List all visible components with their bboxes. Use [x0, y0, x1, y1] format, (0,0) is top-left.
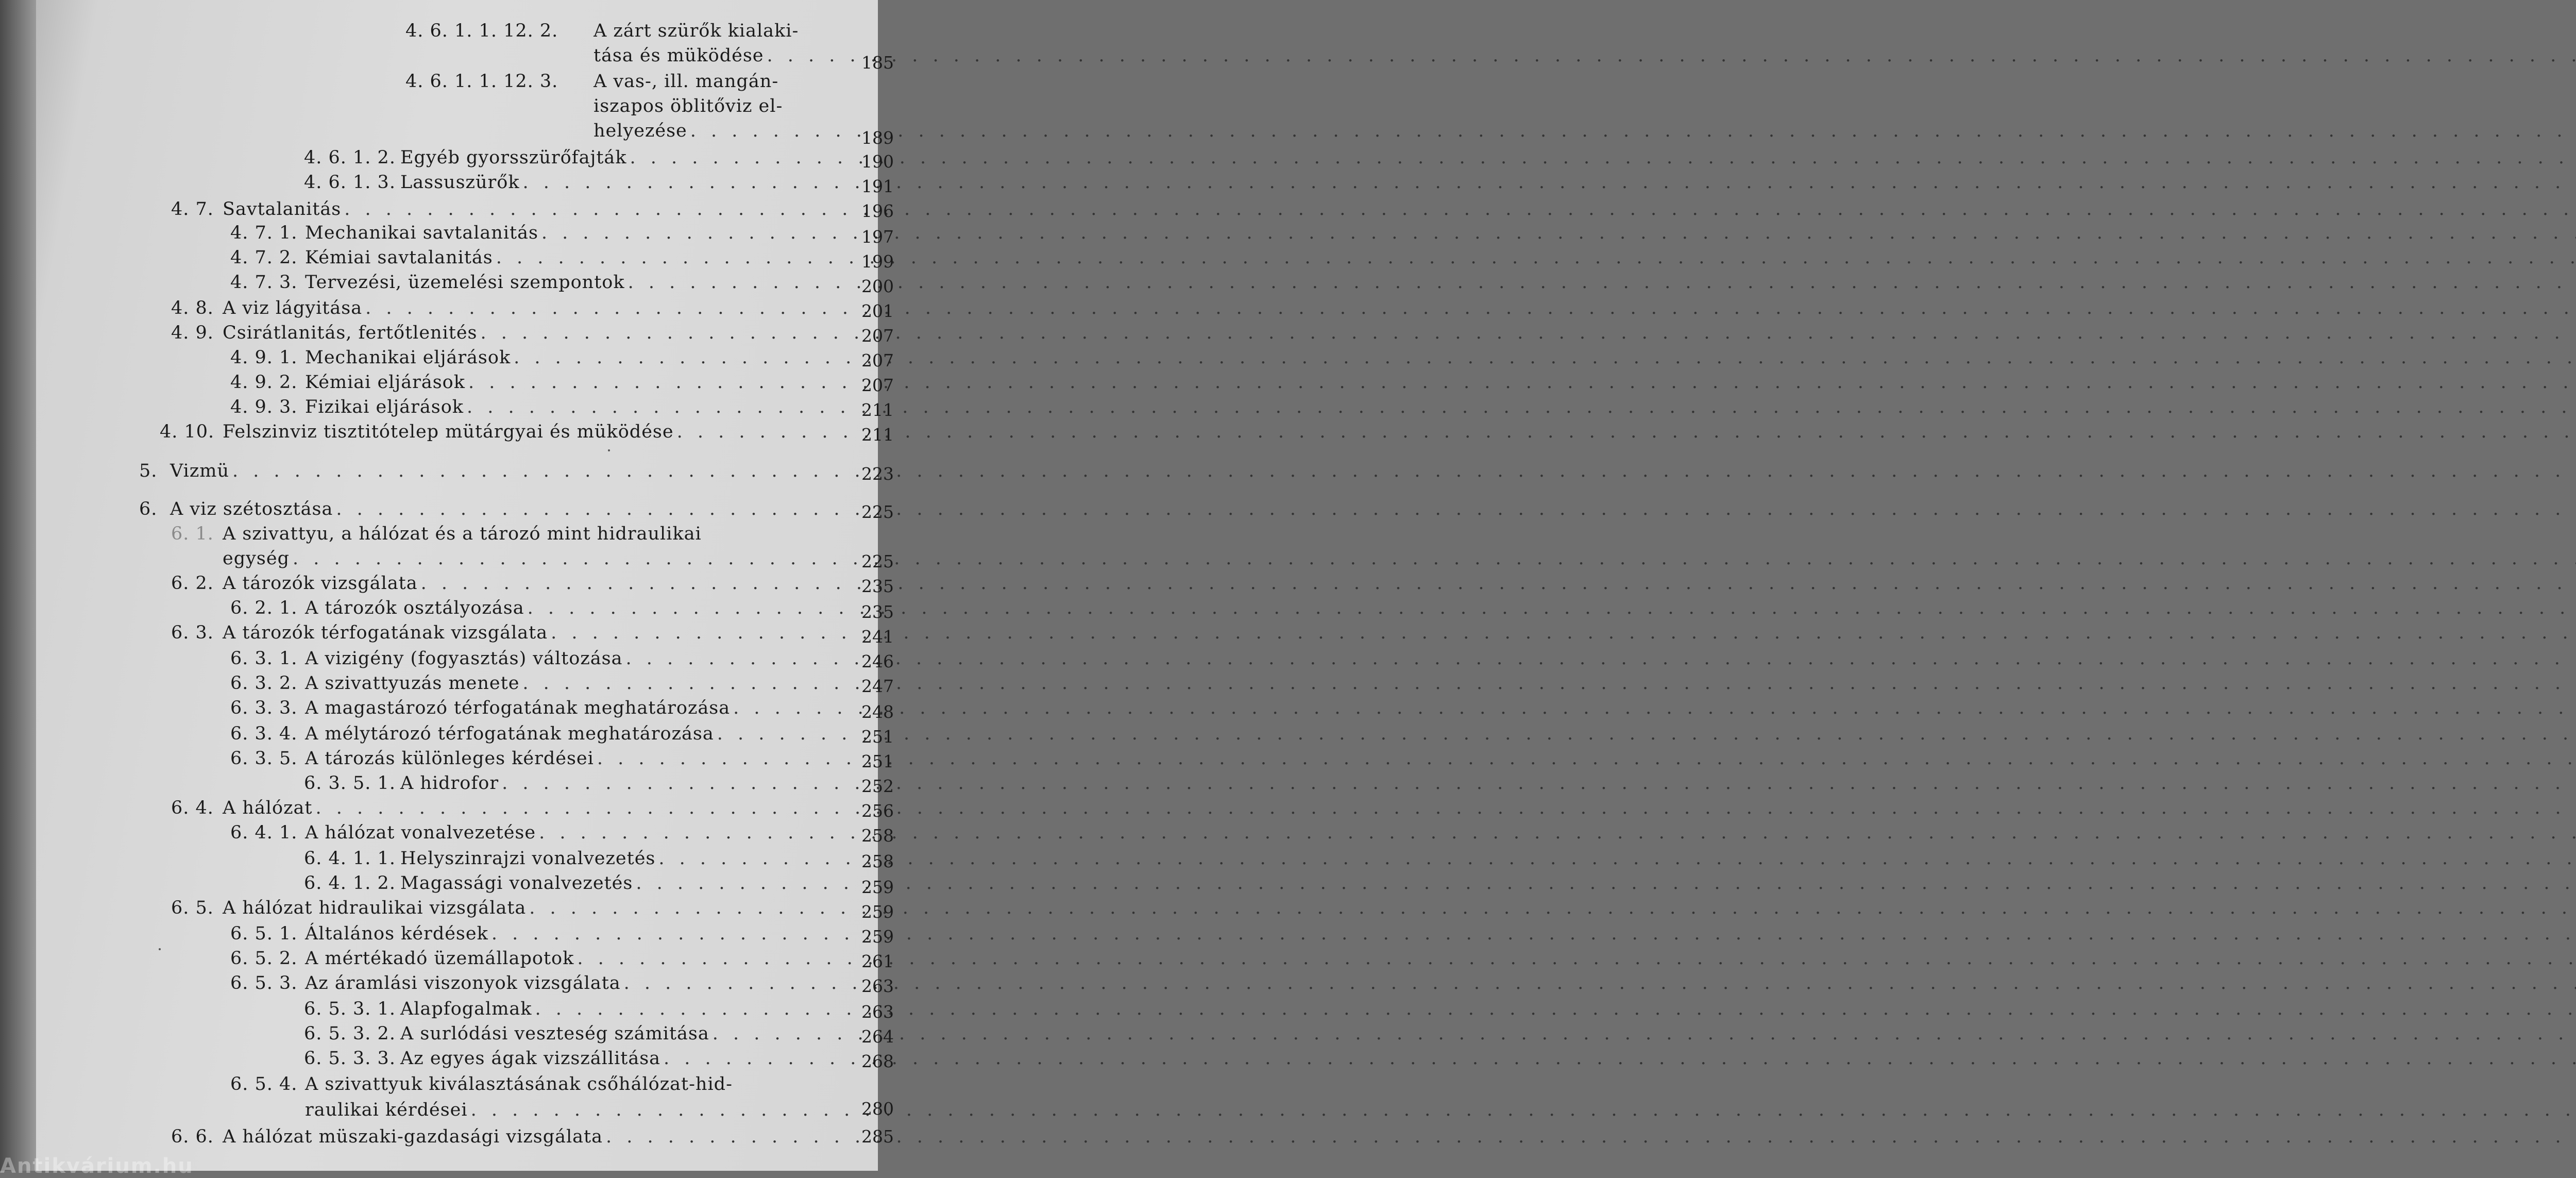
- leader-dots: [333, 499, 2576, 519]
- toc-page-number: 259: [858, 877, 894, 897]
- toc-title: Alapfogalmak: [400, 999, 532, 1019]
- toc-number: 6. 3. 4.: [230, 723, 305, 744]
- toc-title: Vizmü: [170, 461, 229, 481]
- toc-title: Mechanikai eljárások: [305, 347, 511, 368]
- toc-number: 4. 6. 1. 1. 12. 3.: [405, 71, 594, 92]
- toc-number: 6. 4. 1.: [230, 822, 305, 843]
- toc-title: egység: [223, 548, 290, 569]
- toc-page-number: 190: [858, 152, 894, 172]
- leader-dots: [464, 397, 2576, 417]
- toc-title: Felszinviz tisztitótelep mütárgyai és müködése: [223, 422, 674, 442]
- toc-entry: [160, 422, 838, 446]
- toc-title: Magassági vonalvezetés: [400, 873, 633, 894]
- toc-entry: [223, 548, 838, 573]
- leader-dots: [660, 1048, 2576, 1069]
- toc-title: helyezése: [594, 121, 687, 141]
- toc-title: A vas-, ill. mangán-: [594, 71, 778, 92]
- toc-entry: [230, 598, 838, 622]
- toc-page-number: 251: [858, 751, 894, 771]
- toc-page-number: 200: [858, 276, 894, 296]
- toc-page-number: 189: [858, 128, 894, 148]
- toc-entry: [171, 524, 838, 548]
- toc-entry: [230, 397, 838, 422]
- toc-title: Lassuszürők: [400, 172, 520, 193]
- leader-dots: [532, 999, 2576, 1019]
- leader-dots: [488, 923, 2576, 944]
- toc-entry: [139, 499, 838, 524]
- toc-number: 6. 4. 1. 2.: [304, 873, 400, 894]
- toc-title: A szivattyuzás menete: [305, 673, 519, 694]
- toc-page-number: 211: [858, 400, 894, 420]
- toc-page-number: 241: [858, 627, 894, 647]
- toc-entry: [304, 1023, 838, 1048]
- toc-number: 5.: [139, 461, 170, 481]
- toc-number: 4. 6. 1. 2.: [304, 147, 400, 168]
- leader-dots: [603, 1126, 2576, 1147]
- leader-dots: [730, 698, 2576, 718]
- toc-page-number: 191: [858, 176, 894, 196]
- toc-page-number: 251: [858, 727, 894, 747]
- toc-entry: [230, 923, 838, 948]
- leader-dots: [312, 798, 2576, 818]
- paper-speck: [608, 449, 610, 451]
- toc-page-number: 207: [858, 375, 894, 395]
- toc-page-number: 246: [858, 651, 894, 671]
- toc-entry: [171, 298, 838, 323]
- toc-entry: [230, 748, 838, 773]
- toc-page-number: 225: [858, 551, 894, 571]
- toc-page-number: 280: [858, 1099, 894, 1119]
- toc-page-number: 285: [858, 1126, 894, 1147]
- toc-entry: [230, 698, 838, 722]
- toc-number: 6.: [139, 499, 170, 519]
- toc-page-number: 264: [858, 1026, 894, 1047]
- toc-entry: [304, 873, 838, 898]
- leader-dots: [418, 573, 2576, 594]
- leader-dots: [499, 773, 2576, 794]
- toc-entry: [405, 21, 838, 45]
- toc-number: 6. 3. 5. 1.: [304, 773, 400, 794]
- toc-number: 6. 3. 3.: [230, 698, 305, 718]
- toc-number: 6. 3. 5.: [230, 748, 305, 769]
- book-page: [36, 0, 878, 1171]
- toc-number: 4. 7. 2.: [230, 247, 305, 268]
- toc-title: Általános kérdések: [305, 923, 488, 944]
- toc-page-number: 258: [858, 826, 894, 846]
- leader-dots: [538, 223, 2576, 243]
- leader-dots: [290, 548, 2576, 569]
- leader-dots: [764, 45, 2576, 66]
- leader-dots: [229, 461, 2576, 481]
- toc-entry: [594, 121, 838, 145]
- toc-number: 6. 5. 3. 3.: [304, 1048, 400, 1069]
- toc-number: 4. 9. 3.: [230, 397, 305, 417]
- toc-entry: [171, 323, 838, 347]
- toc-page-number: 268: [858, 1051, 894, 1071]
- toc-title: iszapos öblitőviz el-: [594, 96, 783, 116]
- toc-page-number: 185: [858, 53, 894, 73]
- toc-title: A tározók térfogatának vizsgálata: [223, 622, 548, 643]
- toc-entry: [230, 648, 838, 673]
- leader-dots: [493, 247, 2576, 268]
- toc-title: Kémiai savtalanitás: [305, 247, 493, 268]
- toc-page-number: 256: [858, 801, 894, 821]
- toc-title: A mélytározó térfogatának meghatározása: [305, 723, 714, 744]
- toc-title: Tervezési, üzemelési szempontok: [305, 272, 625, 293]
- toc-entry: [230, 723, 838, 748]
- toc-title: A vizigény (fogyasztás) változása: [305, 648, 622, 669]
- toc-title: A viz szétosztása: [170, 499, 333, 519]
- toc-entry: [230, 948, 838, 973]
- toc-number: 6. 3.: [171, 622, 223, 643]
- toc-number: 4. 7. 3.: [230, 272, 305, 293]
- toc-number: 6. 3. 2.: [230, 673, 305, 694]
- toc-page-number: 225: [858, 502, 894, 522]
- toc-number: 6. 5. 4.: [230, 1074, 305, 1095]
- leader-dots: [687, 121, 2576, 141]
- toc-entry: [305, 1100, 838, 1124]
- toc-entry: [171, 199, 838, 224]
- leader-dots: [621, 973, 2576, 994]
- toc-title: A hálózat: [223, 798, 312, 818]
- toc-title: A hálózat müszaki-gazdasági vizsgálata: [223, 1126, 603, 1147]
- leader-dots: [341, 199, 2576, 220]
- toc-page-number: 196: [858, 201, 894, 221]
- toc-title: A magastározó térfogatának meghatározása: [305, 698, 730, 718]
- toc-entry: [230, 1074, 838, 1099]
- toc-entry: [171, 622, 838, 647]
- toc-title: A tározók vizsgálata: [223, 573, 418, 594]
- toc-page-number: 235: [858, 602, 894, 622]
- toc-number: 4. 6. 1. 1. 12. 2.: [405, 21, 594, 41]
- toc-page-number: 211: [858, 425, 894, 445]
- toc-entry: [230, 822, 838, 847]
- watermark-text: Antikvárium.hu: [0, 1154, 194, 1178]
- toc-page-number: 263: [858, 976, 894, 996]
- toc-number: 6. 5.: [171, 898, 223, 918]
- toc-entry: [405, 71, 838, 96]
- toc-title: A viz lágyitása: [223, 298, 362, 318]
- toc-title: A zárt szürők kialaki-: [594, 21, 799, 41]
- toc-page-number: 201: [858, 301, 894, 321]
- leader-dots: [655, 848, 2576, 869]
- toc-entry: [304, 172, 838, 197]
- toc-number: 6. 6.: [171, 1126, 223, 1147]
- toc-entry: [230, 673, 838, 698]
- toc-number: 6. 2. 1.: [230, 598, 305, 618]
- toc-title: A hidrofor: [400, 773, 499, 794]
- toc-number: 4. 7.: [171, 199, 223, 220]
- toc-page-number: 235: [858, 576, 894, 596]
- toc-title: A tározók osztályozása: [305, 598, 524, 618]
- toc-entry: [230, 223, 838, 247]
- toc-number: 6. 5. 1.: [230, 923, 305, 944]
- leader-dots: [468, 1100, 2576, 1120]
- toc-page-number: 263: [858, 1002, 894, 1022]
- toc-number: 6. 3. 1.: [230, 648, 305, 669]
- toc-page-number: 261: [858, 951, 894, 971]
- toc-number: 4. 6. 1. 3.: [304, 172, 400, 193]
- leader-dots: [524, 598, 2576, 618]
- toc-page-number: 252: [858, 776, 894, 796]
- toc-entry: [304, 999, 838, 1023]
- toc-page-number: 259: [858, 927, 894, 947]
- toc-entry: [594, 45, 838, 70]
- toc-page-number: 199: [858, 251, 894, 272]
- toc-title: Egyéb gyorsszürőfajták: [400, 147, 626, 168]
- toc-number: 6. 5. 3.: [230, 973, 305, 994]
- table-of-contents: [36, 0, 878, 1171]
- leader-dots: [674, 422, 2576, 442]
- leader-dots: [626, 147, 2576, 168]
- toc-title: tása és müködése: [594, 45, 764, 66]
- toc-entry: [594, 96, 838, 121]
- leader-dots: [520, 172, 2576, 193]
- toc-title: Fizikai eljárások: [305, 397, 464, 417]
- toc-title: A tározás különleges kérdései: [305, 748, 594, 769]
- toc-entry: [171, 573, 838, 598]
- toc-title: A mértékadó üzemállapotok: [305, 948, 574, 969]
- leader-dots: [714, 723, 2576, 744]
- toc-title: Csirátlanitás, fertőtlenités: [223, 323, 478, 343]
- toc-number: 4. 10.: [160, 422, 223, 442]
- toc-number: 4. 7. 1.: [230, 223, 305, 243]
- leader-dots: [622, 648, 2576, 669]
- toc-title: Mechanikai savtalanitás: [305, 223, 538, 243]
- toc-title: Helyszinrajzi vonalvezetés: [400, 848, 655, 869]
- leader-dots: [709, 1023, 2576, 1044]
- leader-dots: [478, 323, 2576, 343]
- leader-dots: [511, 347, 2576, 368]
- toc-entry: [171, 1126, 838, 1151]
- toc-entry: [230, 973, 838, 998]
- toc-page-number: 223: [858, 464, 894, 484]
- toc-number: 4. 8.: [171, 298, 223, 318]
- toc-number: 6. 5. 3. 1.: [304, 999, 400, 1019]
- toc-page-number: 207: [858, 326, 894, 346]
- toc-entry: [304, 773, 838, 798]
- toc-entry: [304, 1048, 838, 1073]
- leader-dots: [519, 673, 2576, 694]
- toc-number: 4. 9. 2.: [230, 372, 305, 393]
- leader-dots: [625, 272, 2576, 293]
- leader-dots: [362, 298, 2576, 318]
- toc-title: A hálózat hidraulikai vizsgálata: [223, 898, 526, 918]
- toc-title: Savtalanitás: [223, 199, 341, 220]
- toc-page-number: 197: [858, 227, 894, 247]
- toc-title: A hálózat vonalvezetése: [305, 822, 536, 843]
- toc-entry: [230, 372, 838, 397]
- toc-number: 6. 4.: [171, 798, 223, 818]
- toc-number: 6. 2.: [171, 573, 223, 594]
- toc-number: 6. 5. 2.: [230, 948, 305, 969]
- toc-page-number: 248: [858, 702, 894, 722]
- leader-dots: [526, 898, 2576, 918]
- toc-entry: [230, 272, 838, 297]
- toc-number: 6. 4. 1. 1.: [304, 848, 400, 869]
- toc-entry: [139, 461, 838, 485]
- paper-speck: [159, 948, 161, 950]
- leader-dots: [465, 372, 2576, 393]
- leader-dots: [633, 873, 2576, 894]
- toc-title: A szivattyuk kiválasztásának csőhálózat-hid-: [305, 1074, 733, 1095]
- toc-number: 4. 9.: [171, 323, 223, 343]
- toc-page-number: 207: [858, 350, 894, 371]
- toc-page-number: 258: [858, 851, 894, 871]
- leader-dots: [548, 622, 2576, 643]
- toc-number: 6. 5. 3. 2.: [304, 1023, 400, 1044]
- toc-entry: [171, 898, 838, 922]
- toc-entry: [304, 848, 838, 873]
- toc-number: 6. 1.: [171, 524, 223, 544]
- toc-page-number: 247: [858, 676, 894, 696]
- toc-title: Kémiai eljárások: [305, 372, 465, 393]
- toc-entry: [171, 798, 838, 822]
- leader-dots: [536, 822, 2576, 843]
- toc-entry: [230, 347, 838, 372]
- toc-entry: [230, 247, 838, 272]
- toc-title: A szivattyu, a hálózat és a tározó mint hidraulikai: [223, 524, 702, 544]
- toc-number: 4. 9. 1.: [230, 347, 305, 368]
- toc-title: raulikai kérdései: [305, 1100, 468, 1120]
- book-binding-shadow: [0, 0, 36, 1171]
- toc-title: Az áramlási viszonyok vizsgálata: [305, 973, 621, 994]
- toc-entry: [304, 147, 838, 172]
- toc-page-number: 259: [858, 902, 894, 922]
- toc-title: Az egyes ágak vizszállitása: [400, 1048, 660, 1069]
- toc-title: A surlódási veszteség számitása: [400, 1023, 709, 1044]
